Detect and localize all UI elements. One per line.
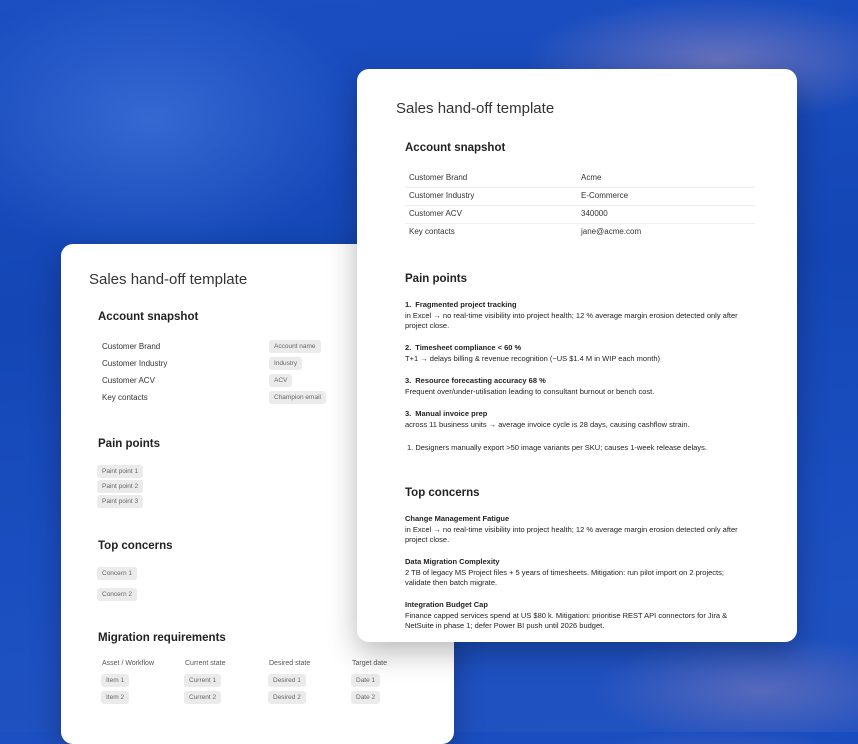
top-concerns-heading: Top concerns <box>405 487 480 499</box>
snapshot-label: Customer Industry <box>102 359 168 368</box>
item-body: T+1 → delays billing & revenue recognition (~US $1.4 M in WIP each month) <box>405 353 660 363</box>
card-title: Sales hand-off template <box>396 100 555 117</box>
item-number: 2. <box>405 343 412 352</box>
table-cell-chip[interactable]: Date 1 <box>351 674 380 687</box>
pain-point-chip[interactable]: Paint point 1 <box>97 465 143 478</box>
placeholder-chip[interactable]: ACV <box>269 374 292 387</box>
account-snapshot-heading: Account snapshot <box>405 142 506 154</box>
concern-title: Integration Budget Cap <box>405 600 488 609</box>
card-title: Sales hand-off template <box>89 271 248 288</box>
concern-body: 2 TB of legacy MS Project files + 5 years of timesheets. Mitigation: run pilot import on 2 projects; validate then batch migrate. <box>405 567 724 587</box>
top-concerns-heading: Top concerns <box>98 540 173 552</box>
table-cell-chip[interactable]: Desired 2 <box>268 691 306 704</box>
item-title: Manual invoice prep <box>415 409 488 418</box>
item-body: across 11 business units → average invoice cycle is 28 days, causing cashflow strain. <box>405 419 690 429</box>
pain-point-item[interactable] <box>405 343 750 364</box>
snapshot-label: Customer Brand <box>102 342 161 351</box>
snapshot-value[interactable]: jane@acme.com <box>581 227 642 236</box>
concern-title: Data Migration Complexity <box>405 557 500 566</box>
table-cell-chip[interactable]: Date 2 <box>351 691 380 704</box>
migration-heading: Migration requirements <box>98 632 226 644</box>
snapshot-label: Customer Brand <box>409 173 468 182</box>
concern-title: Change Management Fatigue <box>405 514 510 523</box>
item-body: Frequent over/under-utilisation leading to consultant burnout or bench cost. <box>405 386 655 396</box>
concern-chip[interactable]: Concern 1 <box>97 567 137 580</box>
concern-body: in Excel → no real-time visibility into project health; 12 % average margin erosion detected only after project close. <box>405 524 738 544</box>
item-title: Timesheet compliance < 60 % <box>415 343 522 352</box>
column-header: Desired state <box>269 660 311 667</box>
snapshot-label: Customer Industry <box>409 191 475 200</box>
item-number: 3. <box>405 409 412 418</box>
snapshot-row <box>405 205 755 224</box>
snapshot-row <box>405 223 755 241</box>
snapshot-label: Customer ACV <box>102 376 155 385</box>
table-cell-chip[interactable]: Item 2 <box>101 691 129 704</box>
pain-point-item[interactable]: 1. Designers manually export >50 image variants per SKU; causes 1-week release delays. <box>407 443 707 452</box>
concern-item[interactable] <box>405 600 750 632</box>
table-cell-chip[interactable]: Item 1 <box>101 674 129 687</box>
item-title: Fragmented project tracking <box>415 300 517 309</box>
snapshot-label: Key contacts <box>409 227 455 236</box>
column-header: Asset / Workflow <box>102 660 154 667</box>
snapshot-value[interactable]: 340000 <box>581 209 608 218</box>
placeholder-chip[interactable]: Industry <box>269 357 302 370</box>
snapshot-row <box>405 169 755 188</box>
column-header: Current state <box>185 660 226 667</box>
item-body: in Excel → no real-time visibility into project health; 12 % average margin erosion detected only after project close. <box>405 310 738 330</box>
pain-points-heading: Pain points <box>405 273 467 285</box>
concern-item[interactable] <box>405 557 750 589</box>
snapshot-row <box>405 187 755 206</box>
snapshot-value[interactable]: Acme <box>581 173 602 182</box>
pain-point-chip[interactable]: Paint point 2 <box>97 480 143 493</box>
table-cell-chip[interactable]: Desired 1 <box>268 674 306 687</box>
pain-point-chip[interactable]: Paint point 3 <box>97 495 143 508</box>
account-snapshot-heading: Account snapshot <box>98 311 199 323</box>
concern-item[interactable] <box>405 514 750 546</box>
pain-points-heading: Pain points <box>98 438 160 450</box>
table-cell-chip[interactable]: Current 2 <box>184 691 221 704</box>
column-header: Target date <box>352 660 388 667</box>
snapshot-label: Key contacts <box>102 393 148 402</box>
concern-chip[interactable]: Concern 2 <box>97 588 137 601</box>
pain-point-item[interactable] <box>405 300 750 332</box>
pain-point-item[interactable] <box>405 376 750 397</box>
concern-body: Finance capped services spend at US $80 k. Mitigation: prioritise REST API connectors for Jira & NetSuite in phase 1; defer Power BI push until 2026 budget. <box>405 610 728 630</box>
table-cell-chip[interactable]: Current 1 <box>184 674 221 687</box>
template-card-front <box>357 69 797 642</box>
snapshot-value[interactable]: E-Commerce <box>581 191 629 200</box>
snapshot-label: Customer ACV <box>409 209 462 218</box>
pain-point-item[interactable] <box>405 409 750 430</box>
item-title: Resource forecasting accuracy 68 % <box>415 376 546 385</box>
item-number: 1. <box>405 300 412 309</box>
placeholder-chip[interactable]: Champion email <box>269 391 326 404</box>
placeholder-chip[interactable]: Account name <box>269 340 321 353</box>
item-number: 3. <box>405 376 412 385</box>
